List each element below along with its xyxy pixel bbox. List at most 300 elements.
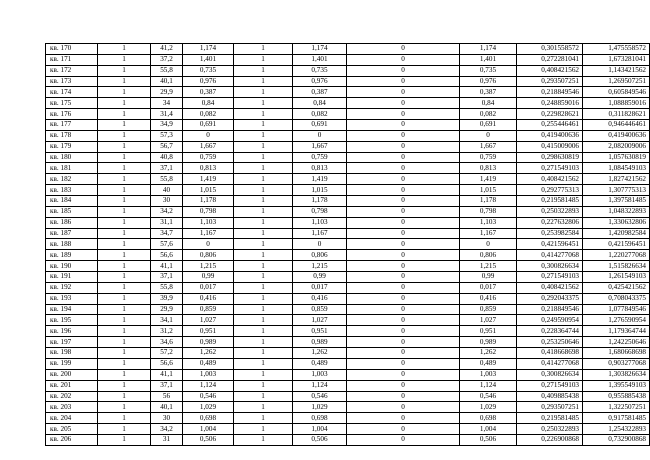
value-b-cell: 1,167 <box>293 228 347 239</box>
value-c-cell: 1,215 <box>460 261 517 272</box>
table-row <box>46 206 650 217</box>
value-b-cell: 0,976 <box>293 76 347 87</box>
apartment-cell: кв. 203 <box>46 402 98 413</box>
value-a-cell: 0,806 <box>183 250 234 261</box>
value-a-cell: 0,416 <box>183 293 234 304</box>
apartment-cell: кв. 170 <box>46 44 98 55</box>
table-row <box>46 185 650 196</box>
value-a-cell: 0,546 <box>183 391 234 402</box>
value-a-cell: 1,015 <box>183 185 234 196</box>
count-cell: 1 <box>98 348 151 359</box>
factor-cell: 1 <box>234 152 293 163</box>
table-row <box>46 293 650 304</box>
area-cell: 39,9 <box>151 293 183 304</box>
value-a-cell: 0,976 <box>183 76 234 87</box>
factor-cell: 1 <box>234 348 293 359</box>
total-cell: 1,179364744 <box>583 326 650 337</box>
apartment-cell: кв. 186 <box>46 217 98 228</box>
value-c-cell: 1,003 <box>460 369 517 380</box>
factor-cell: 1 <box>234 44 293 55</box>
data-table <box>45 43 650 446</box>
share-cell: 0,227632806 <box>517 217 583 228</box>
value-a-cell: 1,667 <box>183 141 234 152</box>
apartment-cell: кв. 197 <box>46 337 98 348</box>
value-a-cell: 1,124 <box>183 380 234 391</box>
value-c-cell: 1,419 <box>460 174 517 185</box>
area-cell: 37,1 <box>151 380 183 391</box>
share-cell: 0,300826634 <box>517 261 583 272</box>
area-cell: 29,9 <box>151 87 183 98</box>
zero-cell: 0 <box>347 65 460 76</box>
value-c-cell: 0,951 <box>460 326 517 337</box>
table-row <box>46 98 650 109</box>
share-cell: 0,414277068 <box>517 250 583 261</box>
factor-cell: 1 <box>234 293 293 304</box>
factor-cell: 1 <box>234 174 293 185</box>
zero-cell: 0 <box>347 87 460 98</box>
value-b-cell: 0,735 <box>293 65 347 76</box>
area-cell: 37,1 <box>151 163 183 174</box>
value-a-cell: 1,029 <box>183 402 234 413</box>
area-cell: 41,1 <box>151 369 183 380</box>
zero-cell: 0 <box>347 293 460 304</box>
value-b-cell: 0,082 <box>293 109 347 120</box>
area-cell: 31,2 <box>151 326 183 337</box>
value-c-cell: 0,416 <box>460 293 517 304</box>
zero-cell: 0 <box>347 76 460 87</box>
factor-cell: 1 <box>234 380 293 391</box>
factor-cell: 1 <box>234 424 293 435</box>
share-cell: 0,408421562 <box>517 65 583 76</box>
value-c-cell: 1,174 <box>460 44 517 55</box>
value-a-cell: 1,178 <box>183 196 234 207</box>
factor-cell: 1 <box>234 87 293 98</box>
apartment-cell: кв. 198 <box>46 348 98 359</box>
value-b-cell: 1,027 <box>293 315 347 326</box>
share-cell: 0,408421562 <box>517 174 583 185</box>
zero-cell: 0 <box>347 358 460 369</box>
apartment-cell: кв. 199 <box>46 358 98 369</box>
table-row <box>46 402 650 413</box>
table-row <box>46 413 650 424</box>
count-cell: 1 <box>98 44 151 55</box>
count-cell: 1 <box>98 326 151 337</box>
apartment-cell: кв. 180 <box>46 152 98 163</box>
total-cell: 1,515826634 <box>583 261 650 272</box>
factor-cell: 1 <box>234 217 293 228</box>
value-b-cell: 0,698 <box>293 413 347 424</box>
table-row <box>46 130 650 141</box>
value-b-cell: 0,859 <box>293 304 347 315</box>
table-row <box>46 391 650 402</box>
value-c-cell: 0,506 <box>460 434 517 445</box>
factor-cell: 1 <box>234 228 293 239</box>
apartment-cell: кв. 178 <box>46 130 98 141</box>
table-row <box>46 250 650 261</box>
apartment-cell: кв. 204 <box>46 413 98 424</box>
area-cell: 30 <box>151 196 183 207</box>
value-a-cell: 0,989 <box>183 337 234 348</box>
count-cell: 1 <box>98 87 151 98</box>
area-cell: 34,1 <box>151 315 183 326</box>
count-cell: 1 <box>98 109 151 120</box>
value-b-cell: 0,99 <box>293 272 347 283</box>
count-cell: 1 <box>98 358 151 369</box>
zero-cell: 0 <box>347 424 460 435</box>
value-c-cell: 1,004 <box>460 424 517 435</box>
value-a-cell: 0,84 <box>183 98 234 109</box>
table-row <box>46 315 650 326</box>
value-b-cell: 1,262 <box>293 348 347 359</box>
value-c-cell: 0,082 <box>460 109 517 120</box>
table-row <box>46 87 650 98</box>
value-b-cell: 0,017 <box>293 282 347 293</box>
total-cell: 1,827421562 <box>583 174 650 185</box>
apartment-cell: кв. 179 <box>46 141 98 152</box>
value-b-cell: 1,401 <box>293 54 347 65</box>
apartment-cell: кв. 185 <box>46 206 98 217</box>
zero-cell: 0 <box>347 402 460 413</box>
value-a-cell: 1,262 <box>183 348 234 359</box>
apartment-cell: кв. 205 <box>46 424 98 435</box>
table-row <box>46 369 650 380</box>
value-c-cell: 1,401 <box>460 54 517 65</box>
value-c-cell: 0 <box>460 130 517 141</box>
total-cell: 1,048322893 <box>583 206 650 217</box>
share-cell: 0,253250646 <box>517 337 583 348</box>
share-cell: 0,228364744 <box>517 326 583 337</box>
value-b-cell: 0,806 <box>293 250 347 261</box>
factor-cell: 1 <box>234 304 293 315</box>
share-cell: 0,293507251 <box>517 76 583 87</box>
table-row <box>46 272 650 283</box>
total-cell: 1,220277068 <box>583 250 650 261</box>
factor-cell: 1 <box>234 141 293 152</box>
total-cell: 1,143421562 <box>583 65 650 76</box>
apartment-cell: кв. 194 <box>46 304 98 315</box>
apartment-cell: кв. 193 <box>46 293 98 304</box>
apartment-cell: кв. 176 <box>46 109 98 120</box>
value-c-cell: 1,027 <box>460 315 517 326</box>
count-cell: 1 <box>98 304 151 315</box>
value-c-cell: 0,813 <box>460 163 517 174</box>
apartment-cell: кв. 171 <box>46 54 98 65</box>
zero-cell: 0 <box>347 185 460 196</box>
count-cell: 1 <box>98 217 151 228</box>
total-cell: 0,946446461 <box>583 120 650 131</box>
zero-cell: 0 <box>347 54 460 65</box>
total-cell: 1,397581485 <box>583 196 650 207</box>
value-a-cell: 1,103 <box>183 217 234 228</box>
zero-cell: 0 <box>347 413 460 424</box>
value-c-cell: 1,124 <box>460 380 517 391</box>
total-cell: 1,084549103 <box>583 163 650 174</box>
table-body <box>46 44 650 446</box>
share-cell: 0,292775313 <box>517 185 583 196</box>
table-row <box>46 163 650 174</box>
zero-cell: 0 <box>347 206 460 217</box>
value-c-cell: 1,015 <box>460 185 517 196</box>
share-cell: 0,219581485 <box>517 196 583 207</box>
value-b-cell: 0,416 <box>293 293 347 304</box>
total-cell: 1,057630819 <box>583 152 650 163</box>
value-a-cell: 0,813 <box>183 163 234 174</box>
count-cell: 1 <box>98 272 151 283</box>
value-c-cell: 0,735 <box>460 65 517 76</box>
value-c-cell: 0,989 <box>460 337 517 348</box>
value-a-cell: 0,017 <box>183 282 234 293</box>
zero-cell: 0 <box>347 261 460 272</box>
apartment-cell: кв. 183 <box>46 185 98 196</box>
value-a-cell: 1,004 <box>183 424 234 435</box>
value-a-cell: 0 <box>183 239 234 250</box>
share-cell: 0,414277068 <box>517 358 583 369</box>
zero-cell: 0 <box>347 348 460 359</box>
area-cell: 37,2 <box>151 54 183 65</box>
zero-cell: 0 <box>347 326 460 337</box>
area-cell: 29,9 <box>151 304 183 315</box>
share-cell: 0,218849546 <box>517 304 583 315</box>
value-a-cell: 0,735 <box>183 65 234 76</box>
total-cell: 0,421596451 <box>583 239 650 250</box>
zero-cell: 0 <box>347 141 460 152</box>
value-b-cell: 0,546 <box>293 391 347 402</box>
value-a-cell: 0,691 <box>183 120 234 131</box>
count-cell: 1 <box>98 163 151 174</box>
value-b-cell: 0,691 <box>293 120 347 131</box>
apartment-cell: кв. 177 <box>46 120 98 131</box>
factor-cell: 1 <box>234 272 293 283</box>
factor-cell: 1 <box>234 434 293 445</box>
total-cell: 1,303826634 <box>583 369 650 380</box>
table-row <box>46 326 650 337</box>
zero-cell: 0 <box>347 98 460 109</box>
value-b-cell: 0,989 <box>293 337 347 348</box>
factor-cell: 1 <box>234 250 293 261</box>
total-cell: 0,425421562 <box>583 282 650 293</box>
area-cell: 34,6 <box>151 337 183 348</box>
value-b-cell: 1,103 <box>293 217 347 228</box>
count-cell: 1 <box>98 282 151 293</box>
share-cell: 0,271549103 <box>517 272 583 283</box>
value-b-cell: 1,015 <box>293 185 347 196</box>
value-b-cell: 1,174 <box>293 44 347 55</box>
count-cell: 1 <box>98 250 151 261</box>
count-cell: 1 <box>98 293 151 304</box>
share-cell: 0,229828621 <box>517 109 583 120</box>
factor-cell: 1 <box>234 315 293 326</box>
area-cell: 37,1 <box>151 272 183 283</box>
total-cell: 0,903277068 <box>583 358 650 369</box>
zero-cell: 0 <box>347 239 460 250</box>
total-cell: 1,420982584 <box>583 228 650 239</box>
zero-cell: 0 <box>347 434 460 445</box>
table-row <box>46 304 650 315</box>
value-a-cell: 0 <box>183 130 234 141</box>
total-cell: 0,708043375 <box>583 293 650 304</box>
factor-cell: 1 <box>234 369 293 380</box>
share-cell: 0,409885438 <box>517 391 583 402</box>
value-c-cell: 1,667 <box>460 141 517 152</box>
value-c-cell: 1,167 <box>460 228 517 239</box>
area-cell: 41,2 <box>151 44 183 55</box>
total-cell: 1,673281041 <box>583 54 650 65</box>
value-b-cell: 1,003 <box>293 369 347 380</box>
apartment-cell: кв. 188 <box>46 239 98 250</box>
zero-cell: 0 <box>347 120 460 131</box>
factor-cell: 1 <box>234 163 293 174</box>
zero-cell: 0 <box>347 163 460 174</box>
apartment-cell: кв. 182 <box>46 174 98 185</box>
table-row <box>46 239 650 250</box>
share-cell: 0,218849546 <box>517 87 583 98</box>
area-cell: 31,4 <box>151 109 183 120</box>
value-c-cell: 1,103 <box>460 217 517 228</box>
table-row <box>46 348 650 359</box>
total-cell: 2,082009006 <box>583 141 650 152</box>
total-cell: 0,732900868 <box>583 434 650 445</box>
share-cell: 0,250322893 <box>517 206 583 217</box>
total-cell: 1,088859016 <box>583 98 650 109</box>
share-cell: 0,418668698 <box>517 348 583 359</box>
apartment-cell: кв. 190 <box>46 261 98 272</box>
value-c-cell: 0,759 <box>460 152 517 163</box>
factor-cell: 1 <box>234 337 293 348</box>
value-c-cell: 0,489 <box>460 358 517 369</box>
table-row <box>46 152 650 163</box>
area-cell: 40,1 <box>151 76 183 87</box>
table-row <box>46 54 650 65</box>
count-cell: 1 <box>98 130 151 141</box>
value-c-cell: 0,017 <box>460 282 517 293</box>
count-cell: 1 <box>98 239 151 250</box>
apartment-cell: кв. 189 <box>46 250 98 261</box>
zero-cell: 0 <box>347 304 460 315</box>
value-b-cell: 1,667 <box>293 141 347 152</box>
zero-cell: 0 <box>347 174 460 185</box>
total-cell: 0,917581485 <box>583 413 650 424</box>
area-cell: 41,1 <box>151 261 183 272</box>
share-cell: 0,272281041 <box>517 54 583 65</box>
value-b-cell: 1,029 <box>293 402 347 413</box>
table-row <box>46 196 650 207</box>
value-b-cell: 0 <box>293 239 347 250</box>
value-b-cell: 1,215 <box>293 261 347 272</box>
value-a-cell: 1,419 <box>183 174 234 185</box>
apartment-cell: кв. 181 <box>46 163 98 174</box>
share-cell: 0,300826634 <box>517 369 583 380</box>
share-cell: 0,293507251 <box>517 402 583 413</box>
share-cell: 0,249590954 <box>517 315 583 326</box>
count-cell: 1 <box>98 54 151 65</box>
total-cell: 0,311828621 <box>583 109 650 120</box>
apartment-cell: кв. 206 <box>46 434 98 445</box>
total-cell: 1,307775313 <box>583 185 650 196</box>
area-cell: 55,8 <box>151 282 183 293</box>
value-b-cell: 1,004 <box>293 424 347 435</box>
value-b-cell: 0,798 <box>293 206 347 217</box>
factor-cell: 1 <box>234 402 293 413</box>
count-cell: 1 <box>98 141 151 152</box>
area-cell: 57,2 <box>151 348 183 359</box>
value-a-cell: 0,951 <box>183 326 234 337</box>
value-a-cell: 0,798 <box>183 206 234 217</box>
count-cell: 1 <box>98 315 151 326</box>
value-c-cell: 0 <box>460 239 517 250</box>
zero-cell: 0 <box>347 109 460 120</box>
count-cell: 1 <box>98 98 151 109</box>
count-cell: 1 <box>98 65 151 76</box>
area-cell: 30 <box>151 413 183 424</box>
area-cell: 40,8 <box>151 152 183 163</box>
area-cell: 56,7 <box>151 141 183 152</box>
table-row <box>46 174 650 185</box>
value-b-cell: 0,759 <box>293 152 347 163</box>
value-b-cell: 0,84 <box>293 98 347 109</box>
value-a-cell: 0,387 <box>183 87 234 98</box>
apartment-cell: кв. 173 <box>46 76 98 87</box>
value-c-cell: 0,806 <box>460 250 517 261</box>
area-cell: 34,2 <box>151 424 183 435</box>
apartment-cell: кв. 196 <box>46 326 98 337</box>
factor-cell: 1 <box>234 261 293 272</box>
share-cell: 0,219581485 <box>517 413 583 424</box>
zero-cell: 0 <box>347 196 460 207</box>
total-cell: 1,395549103 <box>583 380 650 391</box>
table-row <box>46 337 650 348</box>
share-cell: 0,301558572 <box>517 44 583 55</box>
zero-cell: 0 <box>347 152 460 163</box>
value-c-cell: 1,262 <box>460 348 517 359</box>
count-cell: 1 <box>98 76 151 87</box>
value-a-cell: 1,167 <box>183 228 234 239</box>
zero-cell: 0 <box>347 228 460 239</box>
value-c-cell: 0,698 <box>460 413 517 424</box>
count-cell: 1 <box>98 369 151 380</box>
value-c-cell: 0,798 <box>460 206 517 217</box>
count-cell: 1 <box>98 434 151 445</box>
count-cell: 1 <box>98 206 151 217</box>
total-cell: 1,322507251 <box>583 402 650 413</box>
value-a-cell: 0,698 <box>183 413 234 424</box>
factor-cell: 1 <box>234 282 293 293</box>
table-row <box>46 76 650 87</box>
share-cell: 0,298630819 <box>517 152 583 163</box>
table-row <box>46 282 650 293</box>
value-c-cell: 0,546 <box>460 391 517 402</box>
count-cell: 1 <box>98 261 151 272</box>
value-b-cell: 0,506 <box>293 434 347 445</box>
area-cell: 40,1 <box>151 402 183 413</box>
total-cell: 0,419400636 <box>583 130 650 141</box>
factor-cell: 1 <box>234 65 293 76</box>
zero-cell: 0 <box>347 217 460 228</box>
share-cell: 0,271549103 <box>517 380 583 391</box>
value-c-cell: 0,691 <box>460 120 517 131</box>
share-cell: 0,292043375 <box>517 293 583 304</box>
factor-cell: 1 <box>234 185 293 196</box>
table-row <box>46 261 650 272</box>
value-b-cell: 1,178 <box>293 196 347 207</box>
count-cell: 1 <box>98 424 151 435</box>
apartment-cell: кв. 192 <box>46 282 98 293</box>
value-b-cell: 1,124 <box>293 380 347 391</box>
factor-cell: 1 <box>234 109 293 120</box>
value-a-cell: 1,027 <box>183 315 234 326</box>
factor-cell: 1 <box>234 130 293 141</box>
count-cell: 1 <box>98 380 151 391</box>
value-a-cell: 0,759 <box>183 152 234 163</box>
